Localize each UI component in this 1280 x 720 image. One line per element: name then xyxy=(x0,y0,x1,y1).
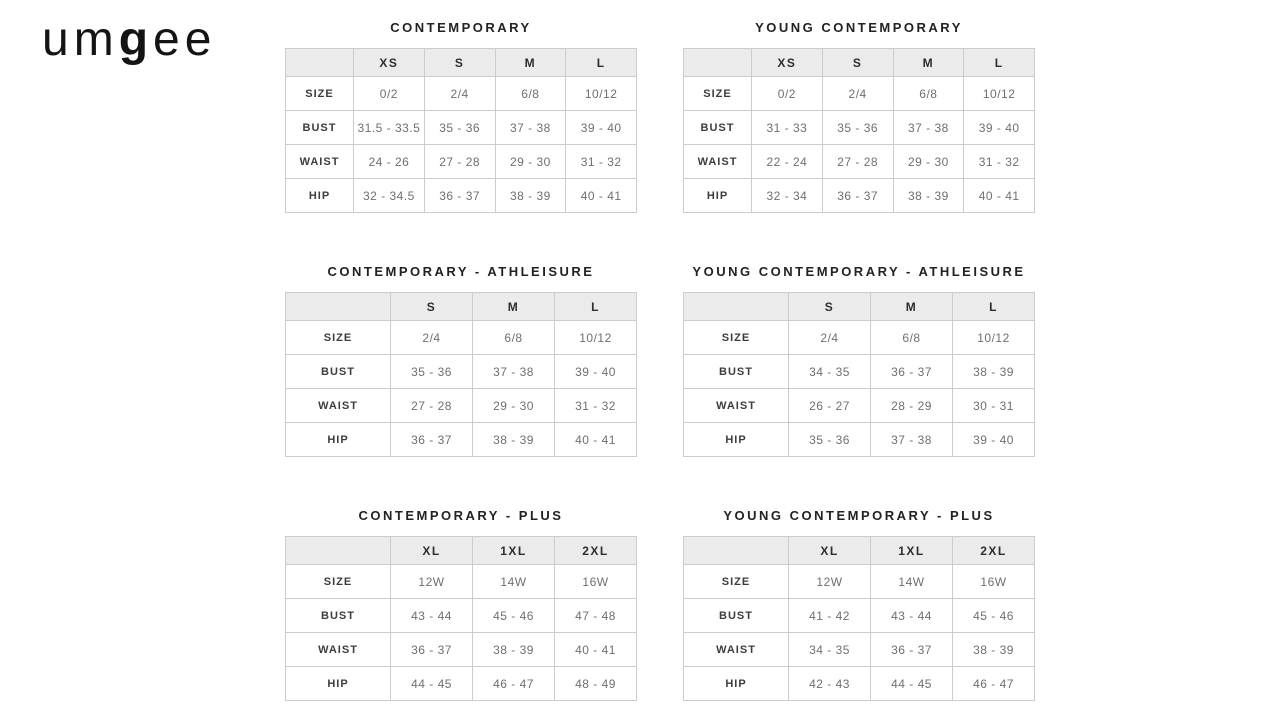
size-value: 10/12 xyxy=(964,77,1035,111)
size-value: 27 - 28 xyxy=(424,145,495,179)
table-body xyxy=(286,565,637,701)
row-label: WAIST xyxy=(684,145,752,179)
size-value: 46 - 47 xyxy=(473,667,555,701)
size-value: 40 - 41 xyxy=(964,179,1035,213)
table-body xyxy=(286,77,637,213)
row-label: BUST xyxy=(684,355,789,389)
size-value: 47 - 48 xyxy=(555,599,637,633)
table-title: YOUNG CONTEMPORARY xyxy=(755,20,963,35)
section-young-contemporary-athleisure xyxy=(683,264,1035,457)
size-value: 14W xyxy=(871,565,953,599)
table-body xyxy=(684,565,1035,701)
size-value: 36 - 37 xyxy=(871,633,953,667)
size-value: 36 - 37 xyxy=(424,179,495,213)
size-table-young-contemporary-plus xyxy=(683,536,1035,701)
size-value: 45 - 46 xyxy=(953,599,1035,633)
table-body xyxy=(684,77,1035,213)
size-value: 38 - 39 xyxy=(953,633,1035,667)
size-value: 44 - 45 xyxy=(391,667,473,701)
table-row xyxy=(286,179,637,213)
logo-text-um: um xyxy=(42,13,119,66)
size-value: 31 - 32 xyxy=(555,389,637,423)
table-header xyxy=(286,49,637,77)
size-value: 27 - 28 xyxy=(391,389,473,423)
table-title: YOUNG CONTEMPORARY - ATHLEISURE xyxy=(692,264,1026,279)
size-value: 24 - 26 xyxy=(354,145,425,179)
row-label: SIZE xyxy=(684,321,789,355)
column-header: 1XL xyxy=(473,537,555,565)
size-value: 39 - 40 xyxy=(555,355,637,389)
umgee-logo xyxy=(42,12,216,67)
logo-text-g: g xyxy=(118,13,154,66)
table-row xyxy=(286,77,637,111)
section-young-contemporary xyxy=(683,20,1035,213)
table-row xyxy=(684,667,1035,701)
size-value: 37 - 38 xyxy=(893,111,964,145)
size-value: 38 - 39 xyxy=(893,179,964,213)
size-value: 36 - 37 xyxy=(391,633,473,667)
size-value: 35 - 36 xyxy=(789,423,871,457)
header-row xyxy=(684,537,1035,565)
size-value: 26 - 27 xyxy=(789,389,871,423)
column-header: XL xyxy=(391,537,473,565)
logo-text-ee: ee xyxy=(153,13,217,66)
size-value: 31 - 32 xyxy=(566,145,637,179)
table-row xyxy=(684,321,1035,355)
column-header: XL xyxy=(789,537,871,565)
size-value: 43 - 44 xyxy=(871,599,953,633)
table-row xyxy=(286,389,637,423)
table-row xyxy=(286,423,637,457)
table-body xyxy=(286,321,637,457)
row-label: WAIST xyxy=(286,389,391,423)
size-value: 29 - 30 xyxy=(893,145,964,179)
column-header: XS xyxy=(752,49,823,77)
table-title: YOUNG CONTEMPORARY - PLUS xyxy=(723,508,995,523)
column-header: 2XL xyxy=(953,537,1035,565)
table-row xyxy=(684,355,1035,389)
column-header: 2XL xyxy=(555,537,637,565)
column-header: L xyxy=(566,49,637,77)
size-value: 40 - 41 xyxy=(566,179,637,213)
table-row xyxy=(684,179,1035,213)
column-header: L xyxy=(964,49,1035,77)
size-value: 38 - 39 xyxy=(495,179,566,213)
size-value: 48 - 49 xyxy=(555,667,637,701)
row-label: HIP xyxy=(684,667,789,701)
size-value: 40 - 41 xyxy=(555,423,637,457)
table-row xyxy=(286,355,637,389)
column-header: XS xyxy=(354,49,425,77)
table-row xyxy=(684,633,1035,667)
header-row xyxy=(286,293,637,321)
corner-cell xyxy=(286,293,391,321)
table-row xyxy=(684,599,1035,633)
size-table-contemporary-athleisure xyxy=(285,292,637,457)
row-label: BUST xyxy=(684,599,789,633)
size-table-contemporary-plus xyxy=(285,536,637,701)
corner-cell xyxy=(286,49,354,77)
size-value: 0/2 xyxy=(354,77,425,111)
column-header: M xyxy=(893,49,964,77)
size-table-young-contemporary-athleisure xyxy=(683,292,1035,457)
size-value: 6/8 xyxy=(495,77,566,111)
section-contemporary-plus xyxy=(285,508,637,701)
table-title: CONTEMPORARY - PLUS xyxy=(358,508,564,523)
size-value: 46 - 47 xyxy=(953,667,1035,701)
column-header: S xyxy=(424,49,495,77)
corner-cell xyxy=(684,49,752,77)
size-value: 16W xyxy=(953,565,1035,599)
size-value: 10/12 xyxy=(555,321,637,355)
row-label: WAIST xyxy=(286,633,391,667)
table-header xyxy=(684,293,1035,321)
size-value: 39 - 40 xyxy=(953,423,1035,457)
table-header xyxy=(286,537,637,565)
size-value: 38 - 39 xyxy=(953,355,1035,389)
size-value: 29 - 30 xyxy=(473,389,555,423)
table-row xyxy=(286,145,637,179)
size-table-contemporary xyxy=(285,48,637,213)
size-value: 6/8 xyxy=(871,321,953,355)
size-value: 38 - 39 xyxy=(473,633,555,667)
table-title: CONTEMPORARY - ATHLEISURE xyxy=(327,264,595,279)
size-value: 39 - 40 xyxy=(964,111,1035,145)
size-value: 35 - 36 xyxy=(822,111,893,145)
header-row xyxy=(684,293,1035,321)
column-header: L xyxy=(555,293,637,321)
column-header: S xyxy=(789,293,871,321)
size-value: 39 - 40 xyxy=(566,111,637,145)
row-label: HIP xyxy=(286,667,391,701)
table-row xyxy=(286,667,637,701)
row-label: SIZE xyxy=(286,565,391,599)
size-value: 2/4 xyxy=(424,77,495,111)
size-value: 34 - 35 xyxy=(789,633,871,667)
size-value: 42 - 43 xyxy=(789,667,871,701)
size-table-young-contemporary xyxy=(683,48,1035,213)
size-value: 36 - 37 xyxy=(391,423,473,457)
table-row xyxy=(286,633,637,667)
row-label: SIZE xyxy=(286,77,354,111)
size-value: 10/12 xyxy=(566,77,637,111)
table-row xyxy=(684,389,1035,423)
table-row xyxy=(684,77,1035,111)
size-value: 0/2 xyxy=(752,77,823,111)
table-header xyxy=(684,49,1035,77)
column-header: 1XL xyxy=(871,537,953,565)
column-header: S xyxy=(822,49,893,77)
column-header: M xyxy=(473,293,555,321)
size-value: 6/8 xyxy=(893,77,964,111)
size-value: 12W xyxy=(789,565,871,599)
row-label: WAIST xyxy=(286,145,354,179)
row-label: HIP xyxy=(286,179,354,213)
size-value: 30 - 31 xyxy=(953,389,1035,423)
table-title: CONTEMPORARY xyxy=(390,20,532,35)
size-value: 28 - 29 xyxy=(871,389,953,423)
table-row xyxy=(286,321,637,355)
row-label: HIP xyxy=(286,423,391,457)
size-value: 40 - 41 xyxy=(555,633,637,667)
size-value: 34 - 35 xyxy=(789,355,871,389)
column-header: S xyxy=(391,293,473,321)
size-value: 45 - 46 xyxy=(473,599,555,633)
row-label: WAIST xyxy=(684,633,789,667)
row-label: SIZE xyxy=(684,77,752,111)
size-value: 27 - 28 xyxy=(822,145,893,179)
size-value: 44 - 45 xyxy=(871,667,953,701)
size-value: 10/12 xyxy=(953,321,1035,355)
corner-cell xyxy=(684,293,789,321)
size-value: 43 - 44 xyxy=(391,599,473,633)
size-value: 2/4 xyxy=(789,321,871,355)
corner-cell xyxy=(684,537,789,565)
size-value: 2/4 xyxy=(391,321,473,355)
header-row xyxy=(684,49,1035,77)
size-value: 35 - 36 xyxy=(391,355,473,389)
size-value: 36 - 37 xyxy=(822,179,893,213)
row-label: SIZE xyxy=(286,321,391,355)
row-label: BUST xyxy=(286,355,391,389)
header-row xyxy=(286,537,637,565)
section-contemporary xyxy=(285,20,637,213)
table-header xyxy=(684,537,1035,565)
size-value: 31.5 - 33.5 xyxy=(354,111,425,145)
size-value: 31 - 33 xyxy=(752,111,823,145)
table-row xyxy=(684,565,1035,599)
table-row xyxy=(286,565,637,599)
size-value: 32 - 34 xyxy=(752,179,823,213)
row-label: BUST xyxy=(286,111,354,145)
table-row xyxy=(286,599,637,633)
column-header: L xyxy=(953,293,1035,321)
size-value: 37 - 38 xyxy=(871,423,953,457)
size-value: 12W xyxy=(391,565,473,599)
size-value: 38 - 39 xyxy=(473,423,555,457)
column-header: M xyxy=(495,49,566,77)
table-body xyxy=(684,321,1035,457)
table-row xyxy=(286,111,637,145)
row-label: SIZE xyxy=(684,565,789,599)
size-value: 36 - 37 xyxy=(871,355,953,389)
size-value: 37 - 38 xyxy=(473,355,555,389)
row-label: WAIST xyxy=(684,389,789,423)
size-value: 35 - 36 xyxy=(424,111,495,145)
corner-cell xyxy=(286,537,391,565)
size-value: 29 - 30 xyxy=(495,145,566,179)
size-value: 37 - 38 xyxy=(495,111,566,145)
size-value: 22 - 24 xyxy=(752,145,823,179)
table-row xyxy=(684,145,1035,179)
column-header: M xyxy=(871,293,953,321)
row-label: HIP xyxy=(684,423,789,457)
table-row xyxy=(684,111,1035,145)
size-value: 16W xyxy=(555,565,637,599)
section-contemporary-athleisure xyxy=(285,264,637,457)
size-value: 41 - 42 xyxy=(789,599,871,633)
header-row xyxy=(286,49,637,77)
size-value: 14W xyxy=(473,565,555,599)
section-young-contemporary-plus xyxy=(683,508,1035,701)
size-value: 31 - 32 xyxy=(964,145,1035,179)
size-value: 2/4 xyxy=(822,77,893,111)
size-value: 32 - 34.5 xyxy=(354,179,425,213)
row-label: BUST xyxy=(286,599,391,633)
table-header xyxy=(286,293,637,321)
size-value: 6/8 xyxy=(473,321,555,355)
row-label: HIP xyxy=(684,179,752,213)
row-label: BUST xyxy=(684,111,752,145)
table-row xyxy=(684,423,1035,457)
